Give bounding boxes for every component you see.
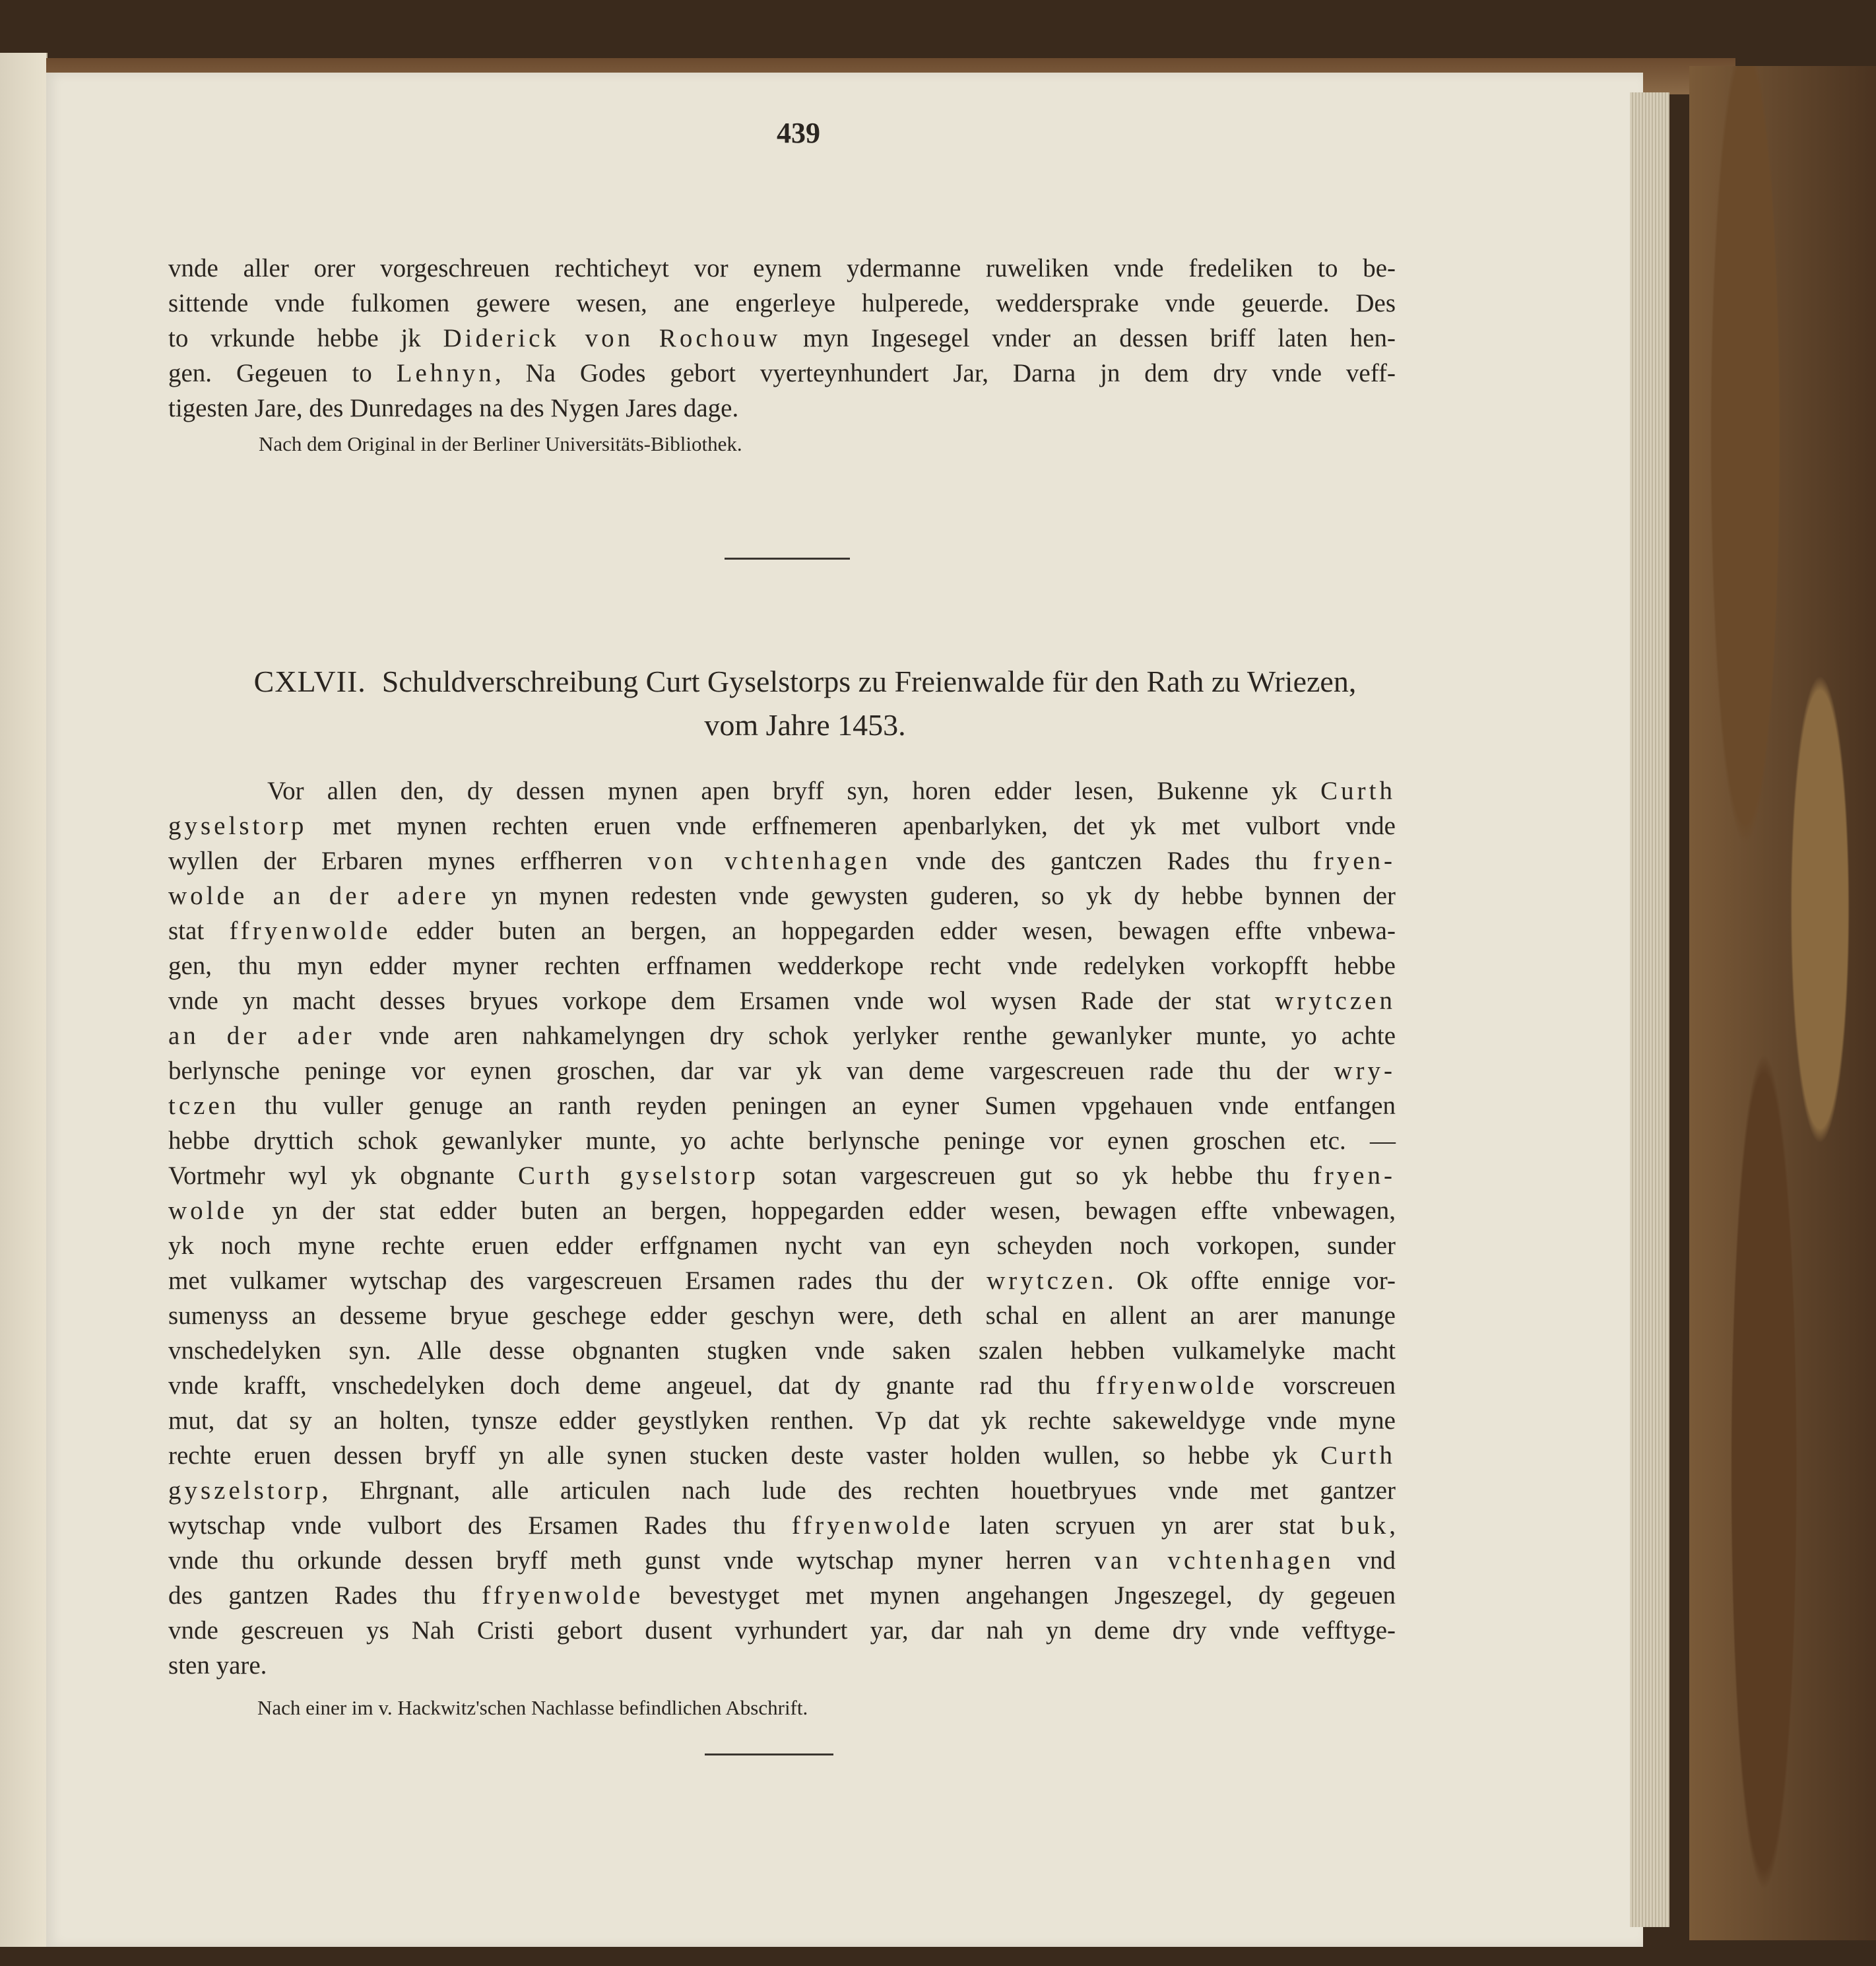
text-run: yk noch myne rechte eruen edder erffgnamen nycht van eyn scheyden noch vorkopen, sunder [168,1231,1396,1260]
text-line [168,1438,1396,1473]
text-run: des gantzen Rades thu [168,1581,482,1610]
top-text-block [168,251,1396,426]
end-rule [705,1753,833,1755]
text-run: to vrkunde hebbe jk [168,324,443,352]
text-line [168,1018,1396,1053]
text-line [168,356,1396,391]
marbled-cover [1689,66,1876,1940]
text-run: vnde gescreuen ys Nah Cristi gebort dusent vyrhundert yar, dar nah yn deme dry vnde vefftyge- [168,1616,1396,1645]
text-line [168,1193,1396,1228]
separator-rule [725,558,850,560]
text-line [168,843,1396,878]
page-edges [1630,92,1669,1927]
text-run: myn Ingesegel vnder an dessen briff laten hen- [781,324,1396,352]
text-run: sten yare. [168,1651,267,1680]
spaced-name: ffryenwolde [482,1581,644,1610]
text-run: wytschap vnde vulbort des Ersamen Rades thu [168,1511,792,1540]
text-line [168,1613,1396,1648]
text-line [168,1508,1396,1543]
text-run: yn mynen redesten vnde gewysten guderen, so yk dy hebbe bynnen der [469,882,1396,910]
text-run: Vortmehr wyl yk obgnante [168,1162,519,1190]
text-run: laten scryuen yn arer stat [953,1511,1341,1540]
text-run: vnde thu orkunde dessen bryff meth gunst vnde wytschap myner herren [168,1546,1095,1575]
text-line [168,878,1396,913]
text-run: , [1389,1511,1396,1540]
text-run: gen. Gegeuen to [168,359,397,387]
text-line [168,1053,1396,1088]
spaced-name: wolde an der adere [168,882,470,910]
text-run: hebbe dryttich schok gewanlyker munte, yo achte berlynsche peninge vor eynen groschen etc. — [168,1127,1396,1155]
text-run: gen, thu myn edder myner rechten erffnamen wedderkope recht vnde redelyken vorkopfft hebbe [168,952,1396,980]
charter-title: Schuldverschreibung Curt Gyselstorps zu Freienwalde für den Rath zu Wriezen, [381,665,1357,698]
text-line [168,1123,1396,1158]
text-run: vnde aren nahkamelyngen dry schok yerlyker renthe gewanlyker munte, yo achte [354,1022,1396,1050]
text-run: mut, dat sy an holten, tynsze edder geystlyken renthen. Vp dat yk rechte sakeweldyge vnde myne [168,1406,1396,1435]
text-run: , Na Godes gebort vyerteynhundert Jar, Darna jn dem dry vnde veff- [494,359,1396,387]
text-run: bevestyget met mynen angehangen Jngeszegel, dy gegeuen [643,1581,1396,1610]
text-line [168,251,1396,286]
spaced-name: Curth [1320,1441,1396,1470]
spaced-name: fryen- [1312,847,1396,875]
text-run: vnschedelyken syn. Alle desse obgnanten stugken vnde saken szalen hebben vulkamelyke macht [168,1336,1396,1365]
text-line [168,1228,1396,1263]
text-run: met mynen rechten eruen vnde erffnemeren apenbarlyken, det yk met vulbort vnde [307,812,1396,840]
text-run: vnde aller orer vorgeschreuen rechticheyt vor eynem ydermanne ruweliken vnde fredeliken to be- [168,254,1396,282]
text-run: . Ok offte ennige vor- [1107,1266,1396,1295]
spaced-name: Curth gyselstorp [518,1162,759,1190]
spaced-name: Curth [1320,777,1396,805]
charter-text-block [168,773,1396,1683]
text-run: tigesten Jare, des Dunredages na des Nygen Jares dage. [168,394,739,422]
spaced-name: ffryenwolde [1095,1371,1258,1400]
spaced-name: wolde [168,1196,248,1225]
text-run: sittende vnde fulkomen gewere wesen, ane engerleye hulperede, weddersprake vnde geuerde. Des [168,289,1396,317]
text-line [168,808,1396,843]
text-run: sotan vargescreuen gut so yk hebbe thu [758,1162,1313,1190]
text-run: vnde krafft, vnschedelyken doch deme angeuel, dat dy gnante rad thu [168,1371,1096,1400]
text-line [168,1088,1396,1123]
text-line [168,321,1396,356]
text-run: rechte eruen dessen bryff yn alle synen stucken deste vaster holden wullen, so hebbe yk [168,1441,1321,1470]
text-run: yn der stat edder buten an bergen, hoppegarden edder wesen, bewagen effte vnbewagen, [247,1196,1396,1225]
text-line [168,773,1396,808]
left-page-edge [0,53,48,1947]
text-run: sumenyss an desseme bryue geschege edder geschyn were, deth schal en allent an arer manunge [168,1301,1396,1330]
text-line [168,1158,1396,1193]
spaced-name: wrytczen [1275,987,1396,1015]
spaced-name: van vchtenhagen [1094,1546,1334,1575]
spaced-name: ffryenwolde [791,1511,954,1540]
text-line [168,1578,1396,1613]
page-number: 439 [777,117,820,149]
text-line [168,391,1396,426]
text-line [168,1403,1396,1438]
text-line [168,1473,1396,1508]
text-line [168,1333,1396,1368]
text-run: Vor allen den, dy dessen mynen apen bryff syn, horen edder lesen, Bukenne yk [267,777,1321,805]
text-run: stat [168,917,230,945]
spaced-name: gyszelstorp [168,1476,322,1505]
text-line [168,1263,1396,1298]
spaced-name: fryen- [1312,1162,1396,1190]
charter-source-note: Nach einer im v. Hackwitz'schen Nachlasse befindlichen Abschrift. [257,1696,808,1719]
spaced-name: wrytczen [987,1266,1107,1295]
text-line [168,1648,1396,1683]
spaced-name: an der ader [168,1022,355,1050]
spaced-name: tczen [168,1092,240,1120]
text-run: edder buten an bergen, an hoppegarden edder wesen, bewagen effte vnbewa- [391,917,1396,945]
text-run: wyllen der Erbaren mynes erffherren [168,847,648,875]
text-line [168,983,1396,1018]
text-line [168,913,1396,948]
spaced-name: gyselstorp [168,812,307,840]
text-run: berlynsche peninge vor eynen groschen, dar var yk van deme vargescreuen rade thu der [168,1057,1334,1085]
text-run: vnd [1334,1546,1396,1575]
text-line [168,1368,1396,1403]
text-run: thu vuller genuge an ranth reyden peningen an eyner Sumen vpgehauen vnde entfangen [239,1092,1396,1120]
charter-number: CXLVII. [253,665,366,698]
top-source-note: Nach dem Original in der Berliner Universitäts-Bibliothek. [259,432,742,455]
text-run: vorscreuen [1257,1371,1396,1400]
charter-heading [218,660,1392,747]
text-run: vnde des gantczen Rades thu [891,847,1313,875]
spaced-name: buk [1340,1511,1390,1540]
text-line [168,1543,1396,1578]
charter-title-line-1 [218,660,1392,704]
spaced-name: wry- [1334,1057,1396,1085]
spaced-name: ffryenwolde [229,917,391,945]
charter-title-line-2: vom Jahre 1453. [704,708,906,742]
text-run: met vulkamer wytschap des vargescreuen Ersamen rades thu der [168,1266,987,1295]
text-line [168,948,1396,983]
spaced-name: von vchtenhagen [647,847,891,875]
text-line [168,286,1396,321]
text-run: , Ehrgnant, alle articulen nach lude des rechten houetbryues vnde met gantzer [321,1476,1396,1505]
text-run: vnde yn macht desses bryues vorkope dem Ersamen vnde wol wysen Rade der stat [168,987,1276,1015]
spaced-name: Lehnyn [396,359,495,387]
spaced-name: Diderick von Rochouw [443,324,781,352]
text-line [168,1298,1396,1333]
